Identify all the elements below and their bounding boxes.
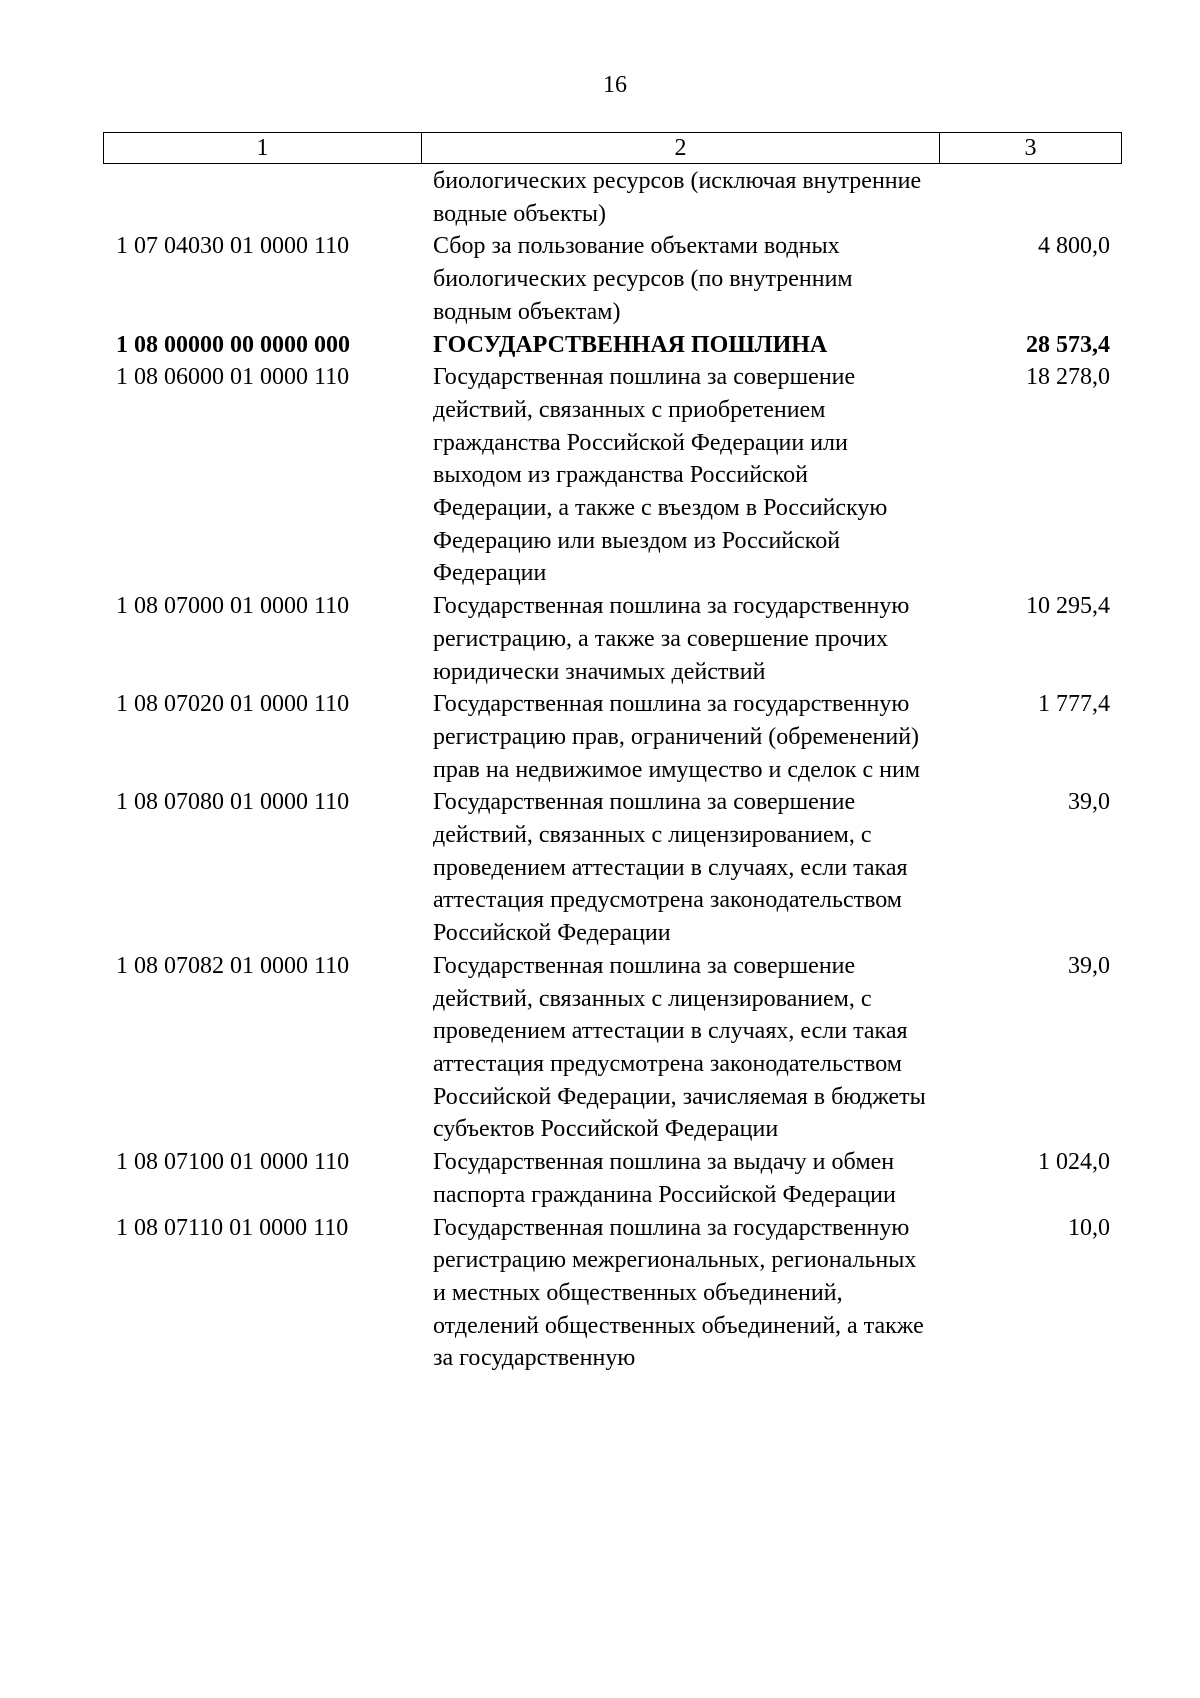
revenue-table — [103, 165, 1121, 1375]
budget-code: 1 08 06000 01 0000 110 — [116, 364, 350, 391]
table-row — [103, 786, 1121, 950]
revenue-amount: 4 800,0 — [1038, 233, 1110, 260]
revenue-name: Сбор за пользование объектами водных биологических ресурсов (по внутренним водным объектам) — [433, 233, 853, 325]
column-header-2: 2 — [422, 133, 940, 164]
budget-code: 1 08 07082 01 0000 110 — [116, 952, 350, 979]
column-header-1: 1 — [104, 133, 422, 164]
revenue-table-body — [103, 165, 1121, 1375]
table-row — [103, 329, 1121, 362]
revenue-amount: 39,0 — [1068, 789, 1110, 816]
revenue-amount: 10 295,4 — [1026, 593, 1110, 620]
budget-code: 1 07 04030 01 0000 110 — [116, 233, 350, 260]
page-number: 16 — [603, 72, 627, 98]
budget-code — [103, 165, 421, 230]
revenue-name: биологических ресурсов (исключая внутренние водные объекты) — [433, 168, 922, 227]
budget-code: 1 08 07000 01 0000 110 — [116, 593, 350, 620]
revenue-name: Государственная пошлина за совершение действий, связанных с лицензированием, с проведением аттестации в случаях, если такая аттестация предусмотрена законодательством Российской Федерации, зачисляемая в бюджеты субъектов Российской Федерации — [433, 952, 926, 1143]
table-row — [103, 590, 1121, 688]
column-header-table — [103, 132, 1122, 164]
table-row — [103, 950, 1121, 1146]
revenue-name: Государственная пошлина за совершение действий, связанных с лицензированием, с проведением аттестации в случаях, если такая аттестация предусмотрена законодательством Российской Федерации — [433, 789, 908, 947]
table-row — [103, 230, 1121, 328]
table-row — [103, 1146, 1121, 1211]
revenue-name: Государственная пошлина за государственную регистрацию прав, ограничений (обременений) прав на недвижимое имущество и сделок с ним — [433, 691, 921, 783]
revenue-amount: 1 024,0 — [1038, 1149, 1110, 1176]
budget-code: 1 08 07020 01 0000 110 — [116, 691, 350, 718]
revenue-amount: 39,0 — [1068, 952, 1110, 979]
revenue-amount — [939, 165, 1121, 230]
table-row — [103, 165, 1121, 230]
budget-code: 1 08 00000 00 0000 000 — [116, 331, 350, 358]
budget-code: 1 08 07100 01 0000 110 — [116, 1149, 350, 1176]
table-row — [103, 688, 1121, 786]
table-row — [103, 1212, 1121, 1376]
revenue-name: ГОСУДАРСТВЕННАЯ ПОШЛИНА — [433, 331, 828, 358]
budget-code: 1 08 07080 01 0000 110 — [116, 789, 350, 816]
revenue-amount: 28 573,4 — [1026, 331, 1110, 358]
revenue-amount: 18 278,0 — [1026, 364, 1110, 391]
revenue-name: Государственная пошлина за совершение действий, связанных с приобретением гражданства Российской Федерации или выходом из гражданства Российской Федерации, а также с въездом в Российскую Федерацию или выездом из Российской Федерации — [433, 364, 888, 587]
revenue-name: Государственная пошлина за выдачу и обмен паспорта гражданина Российской Федерации — [433, 1149, 896, 1208]
budget-code: 1 08 07110 01 0000 110 — [116, 1214, 349, 1241]
revenue-name: Государственная пошлина за государственную регистрацию межрегиональных, региональных и местных общественных объединений, отделений общественных объединений, а также за государственную — [433, 1214, 924, 1372]
revenue-amount: 10,0 — [1068, 1214, 1110, 1241]
table-row — [103, 361, 1121, 590]
revenue-amount: 1 777,4 — [1038, 691, 1110, 718]
column-header-3: 3 — [940, 133, 1122, 164]
column-header-row — [104, 133, 1122, 164]
revenue-name: Государственная пошлина за государственную регистрацию, а также за совершение прочих юридически значимых действий — [433, 593, 910, 685]
